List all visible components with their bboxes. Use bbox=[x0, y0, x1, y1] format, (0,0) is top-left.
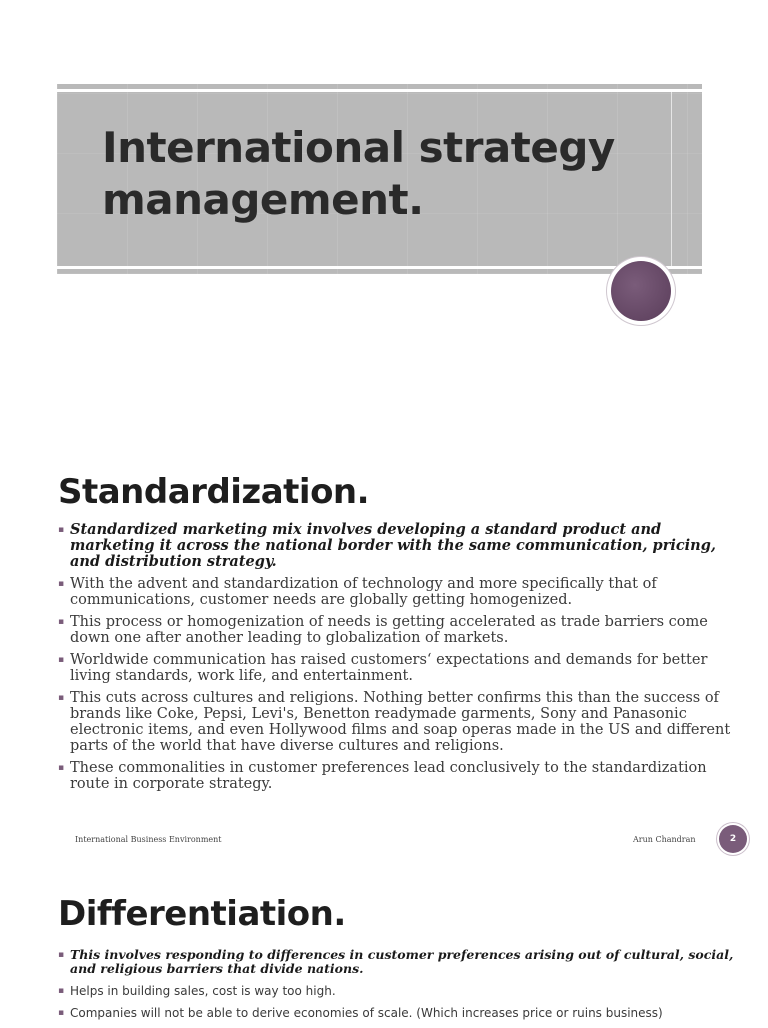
title-band bbox=[57, 84, 702, 274]
footer-author: Arun Chandran bbox=[633, 835, 696, 844]
bullet-item bbox=[58, 984, 758, 998]
slide-heading: Differentiation. bbox=[58, 894, 346, 934]
bullet-item bbox=[58, 1006, 758, 1020]
bullet-item bbox=[58, 576, 738, 608]
bullet-icon: ▪ bbox=[58, 579, 65, 589]
bullet-icon: ▪ bbox=[58, 655, 65, 665]
bullet-icon: ▪ bbox=[58, 693, 65, 703]
bullet-item bbox=[58, 690, 738, 754]
footer-course-title: International Business Environment bbox=[75, 835, 222, 844]
bullet-list bbox=[58, 522, 738, 798]
bullet-icon: ▪ bbox=[58, 986, 65, 996]
bullet-text: Helps in building sales, cost is way too high. bbox=[70, 984, 336, 998]
bullet-text: With the advent and standardization of technology and more specifically that of communications, customer needs are globally getting homogenized. bbox=[70, 576, 657, 608]
bullet-icon: ▪ bbox=[58, 1008, 65, 1018]
bullet-text: These commonalities in customer preferences lead conclusively to the standardization route in corporate strategy. bbox=[70, 760, 707, 792]
bullet-icon: ▪ bbox=[58, 950, 65, 960]
bullet-text: This cuts across cultures and religions. Nothing better confirms this than the success of brands like Coke, Pepsi, Levi's, Benetton readymade garments, Sony and Panasonic electronic items, and even Hollywood films and soap operas made in the US and different parts of the world that have diverse cultures and religions. bbox=[70, 690, 731, 754]
bullet-list bbox=[58, 948, 758, 1028]
bullet-item bbox=[58, 948, 758, 976]
slide-heading: Standardization. bbox=[58, 472, 370, 512]
bullet-icon: ▪ bbox=[58, 617, 65, 627]
title-slide bbox=[0, 0, 768, 440]
bullet-item bbox=[58, 760, 738, 792]
badge-inner-circle bbox=[611, 261, 671, 321]
decorative-circle-badge bbox=[607, 257, 675, 325]
differentiation-slide bbox=[0, 880, 768, 1024]
bullet-item bbox=[58, 522, 738, 570]
bullet-text: Standardized marketing mix involves developing a standard product and marketing it across the national border with the same communication, pricing, and distribution strategy. bbox=[70, 521, 716, 570]
page-number-badge: 2 bbox=[719, 825, 747, 853]
title-band-divider bbox=[671, 92, 672, 266]
bullet-text: This involves responding to differences in customer preferences arising out of cultural, social, and religious barriers that divide nations. bbox=[70, 947, 734, 976]
bullet-icon: ▪ bbox=[58, 763, 65, 773]
bullet-text: Worldwide communication has raised customers‘ expectations and demands for better living standards, work life, and entertainment. bbox=[70, 652, 708, 684]
bullet-item bbox=[58, 652, 738, 684]
bullet-item bbox=[58, 614, 738, 646]
bullet-icon: ▪ bbox=[58, 525, 65, 535]
bullet-text: Companies will not be able to derive economies of scale. (Which increases price or ruins business) bbox=[70, 1006, 663, 1020]
standardization-slide bbox=[0, 462, 768, 862]
slide-title: International strategy management. bbox=[102, 123, 615, 224]
bullet-text: This process or homogenization of needs is getting accelerated as trade barriers come down one after another leading to globalization of markets. bbox=[70, 614, 708, 646]
